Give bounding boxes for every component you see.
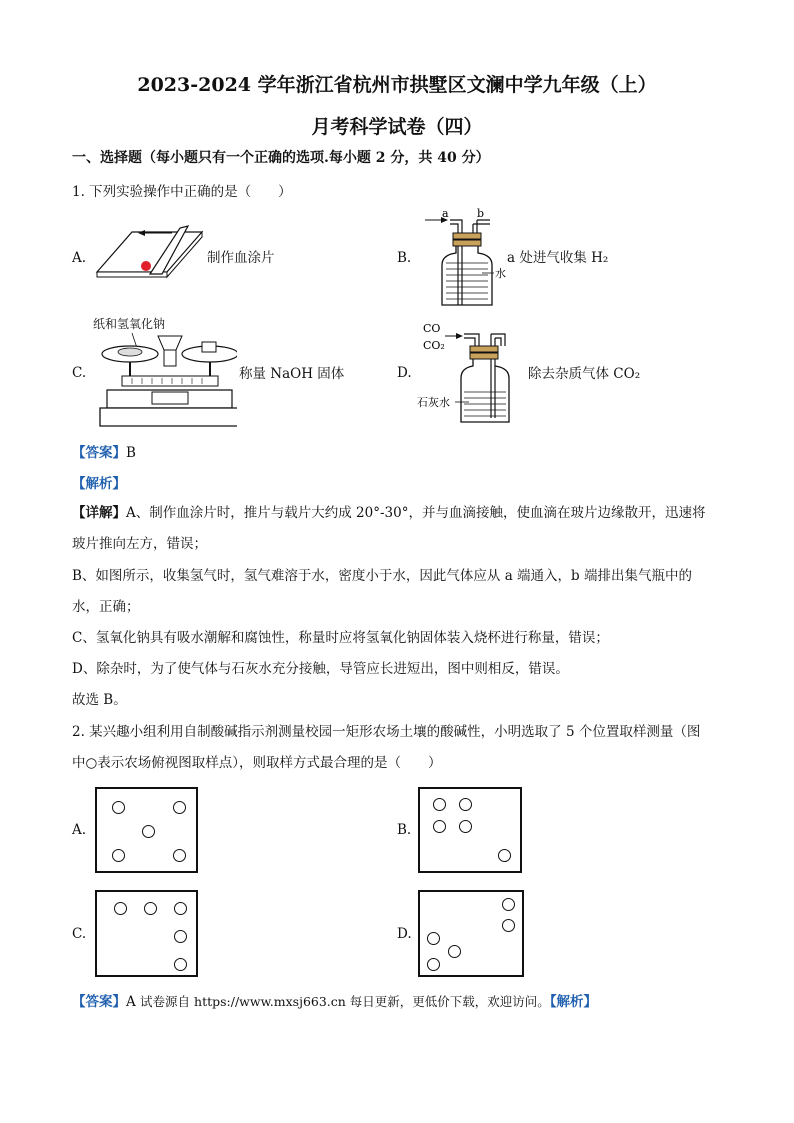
answer-value: B xyxy=(126,445,136,461)
sample-point xyxy=(502,919,515,932)
q2-option-d-field xyxy=(418,890,524,977)
q1-detail-line-4: 水，正确； xyxy=(72,599,140,615)
label-lime: 石灰水 xyxy=(417,396,450,409)
sample-point xyxy=(427,958,440,971)
sample-point xyxy=(459,798,472,811)
label-water: 水 xyxy=(495,267,506,280)
page-subtitle: 月考科学试卷（四） xyxy=(311,116,483,138)
gas-bottle-figure xyxy=(420,205,515,315)
q1-detail-line-5: C、氢氧化钠具有吸水潮解和腐蚀性，称量时应将氢氧化钠固体装入烧杯进行称量，错误； xyxy=(72,630,609,646)
q2-option-a-field xyxy=(95,787,198,873)
sample-point xyxy=(498,849,511,862)
q1-answer xyxy=(72,441,136,461)
q1-option-a-letter: A. xyxy=(72,250,87,266)
sample-point xyxy=(173,801,186,814)
answer-value: A xyxy=(126,994,136,1010)
sample-point xyxy=(174,930,187,943)
q2-option-a-letter: A. xyxy=(72,822,87,838)
q1-option-a-caption: 制作血涂片 xyxy=(207,250,275,266)
q2-option-b-field xyxy=(418,787,522,873)
sample-point xyxy=(427,932,440,945)
sample-point xyxy=(459,820,472,833)
blood-smear-figure xyxy=(92,222,212,294)
q2-option-c-field xyxy=(95,890,198,977)
sample-point xyxy=(173,849,186,862)
q2-answer-line xyxy=(72,992,597,1012)
sample-point xyxy=(448,945,461,958)
q1-detail-line-3: B、如图所示，收集氢气时，氢气难溶于水，密度小于水，因此气体应从 a 端通入，b 端排出集气瓶中的 xyxy=(72,568,692,584)
q2-stem-line-2: 中○表示农场俯视图取样点），则取样方式最合理的是（ ） xyxy=(72,755,442,771)
sample-point xyxy=(433,798,446,811)
sample-point xyxy=(112,801,125,814)
label-b: b xyxy=(477,207,485,220)
q2-option-d-letter: D. xyxy=(397,926,412,942)
q1-analysis-tag: 【解析】 xyxy=(72,476,126,492)
q2-stem-line-1: 2. 某兴趣小组利用自制酸碱指示剂测量校园一矩形农场土壤的酸碱性，小明选取了 5 个位置取样测量（图 xyxy=(72,724,701,740)
q1-detail-line-6: D、除杂时，为了使气体与石灰水充分接触，导管应长进短出，图中则相反，错误。 xyxy=(72,661,569,677)
sample-point xyxy=(144,902,157,915)
label-a: a xyxy=(442,207,449,220)
answer-tag: 【答案】 xyxy=(72,445,126,461)
q1-stem: 1. 下列实验操作中正确的是（ ） xyxy=(72,184,292,200)
q1-detail-line-1: 【详解】A、制作血涂片时，推片与载片大约成 20°-30°，并与血滴接触，使血滴在玻片边缘散开，迅速将 xyxy=(72,505,706,521)
sample-point xyxy=(114,902,127,915)
section-heading: 一、选择题（每小题只有一个正确的选项.每小题 2 分，共 40 分） xyxy=(72,150,490,166)
q1-option-d-letter: D. xyxy=(397,365,412,381)
balance-figure xyxy=(92,330,237,435)
q1-detail-line-7: 故选 B。 xyxy=(72,692,127,708)
answer-tag: 【答案】 xyxy=(72,994,126,1010)
q1-option-c-letter: C. xyxy=(72,365,87,381)
q1-option-c-top-label: 纸和氢氧化钠 xyxy=(93,317,166,331)
detail-tag: 【详解】 xyxy=(72,505,126,521)
sample-point xyxy=(502,898,515,911)
analysis-tag: 【解析】 xyxy=(549,994,598,1010)
sample-point xyxy=(174,958,187,971)
q2-option-b-letter: B. xyxy=(397,822,412,838)
q1-option-b-letter: B. xyxy=(397,250,412,266)
q1-option-c-caption: 称量 NaOH 固体 xyxy=(239,366,345,382)
label-co2: CO₂ xyxy=(423,339,445,352)
sample-point xyxy=(142,825,155,838)
page-title: 2023-2024 学年浙江省杭州市拱墅区文澜中学九年级（上） xyxy=(137,74,657,96)
washing-bottle-figure xyxy=(417,318,527,430)
sample-point xyxy=(433,820,446,833)
label-co: CO xyxy=(423,322,441,335)
sample-point xyxy=(174,902,187,915)
sample-point xyxy=(112,849,125,862)
q2-option-c-letter: C. xyxy=(72,926,87,942)
q1-option-b-caption: a 处进气收集 H₂ xyxy=(507,250,609,266)
q1-detail-line-2: 玻片推向左方，错误； xyxy=(72,536,207,552)
q1-option-d-caption: 除去杂质气体 CO₂ xyxy=(528,366,641,382)
source-footer: 试卷源自 https://www.mxsj663.cn 每日更新，更低价下载，欢迎访问。 xyxy=(140,994,550,1009)
